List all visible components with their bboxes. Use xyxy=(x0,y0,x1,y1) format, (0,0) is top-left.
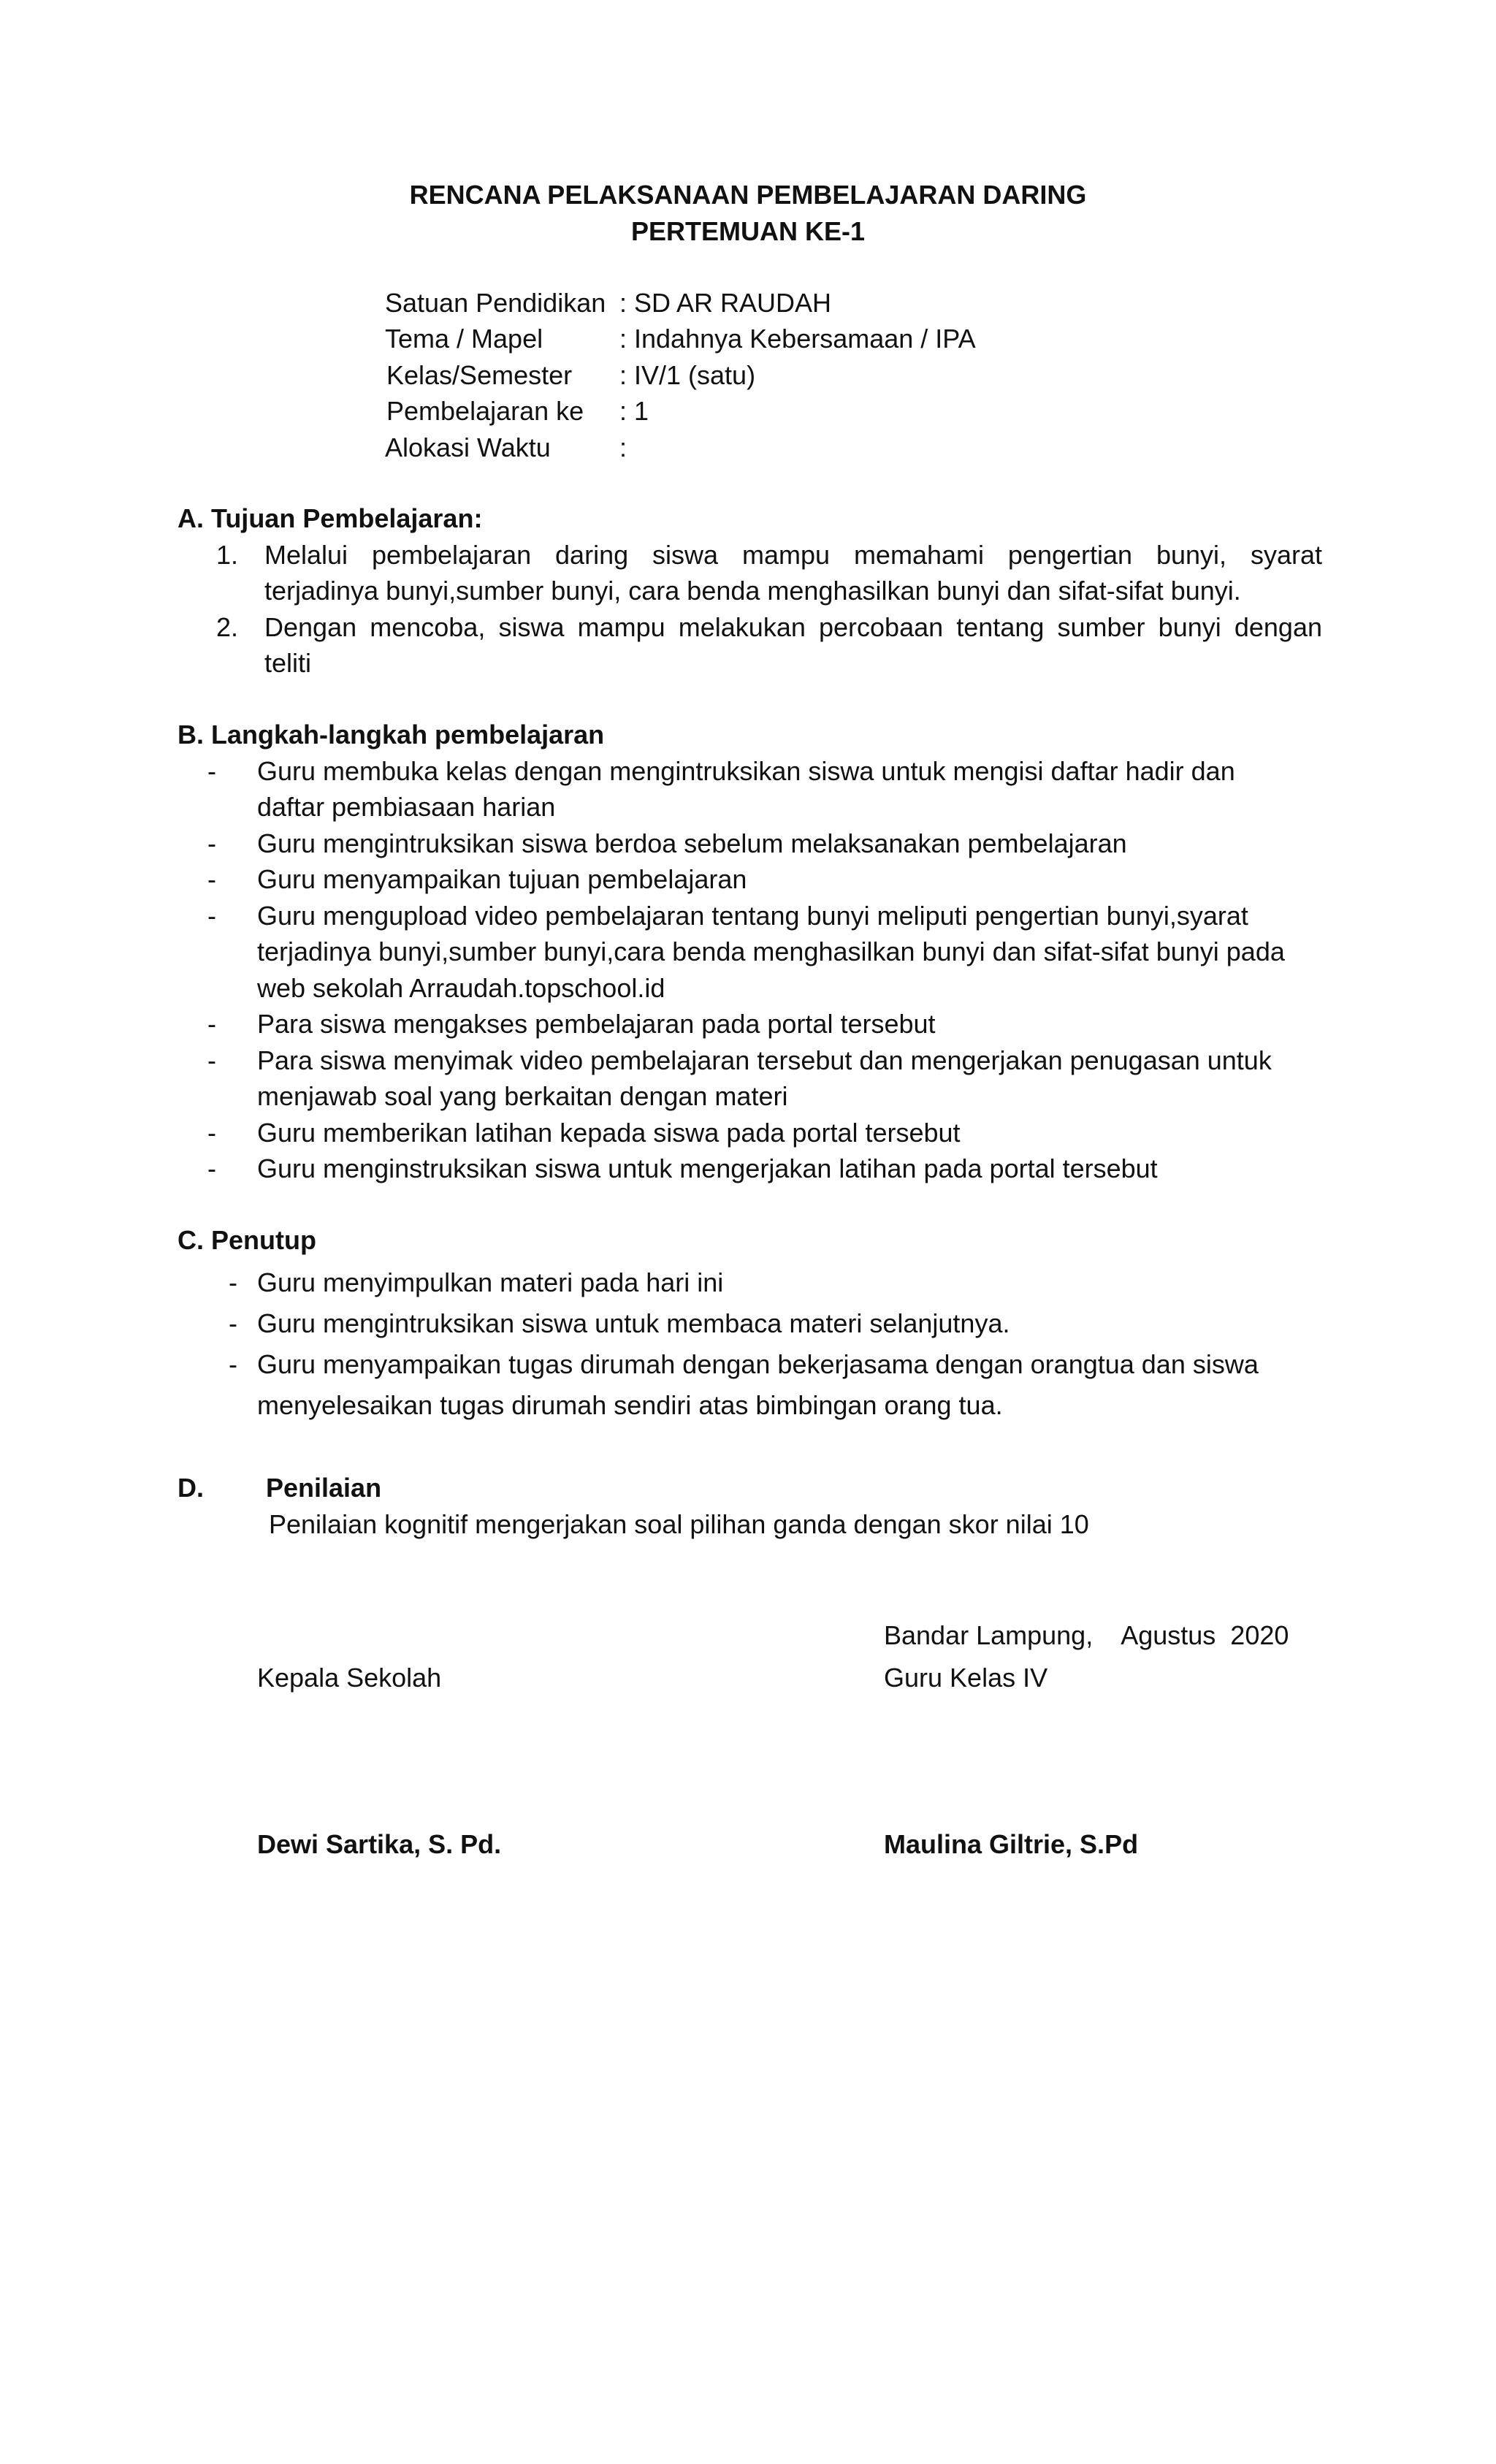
bullet-dash: - xyxy=(207,901,216,931)
bullet-dash: - xyxy=(207,864,216,894)
bullet-dash: - xyxy=(207,828,216,858)
list-number: 1. xyxy=(216,540,239,570)
list-item-line: Guru mengintruksikan siswa untuk membaca materi selanjutnya. xyxy=(257,1308,1010,1338)
bullet-dash: - xyxy=(207,1009,216,1039)
list-item-line: Guru menyampaikan tujuan pembelajaran xyxy=(257,864,747,894)
identity-label: Kelas/Semester xyxy=(386,360,573,390)
identity-label: Pembelajaran ke xyxy=(386,396,584,426)
bullet-dash: - xyxy=(207,1118,216,1148)
identity-label: Tema / Mapel xyxy=(385,324,543,354)
bullet-dash: - xyxy=(207,756,216,786)
list-item-line: Guru memberikan latihan kepada siswa pada portal tersebut xyxy=(257,1118,961,1148)
list-item-line: terjadinya bunyi,sumber bunyi, cara benda menghasilkan bunyi dan sifat-sifat bunyi. xyxy=(264,576,1241,606)
identity-value: : SD AR RAUDAH xyxy=(619,288,832,318)
bullet-dash: - xyxy=(229,1349,237,1379)
document-subtitle: PERTEMUAN KE-1 xyxy=(630,216,866,246)
left-signatory-role: Kepala Sekolah xyxy=(257,1663,442,1693)
list-item-line: Guru menyimpulkan materi pada hari ini xyxy=(257,1267,724,1297)
list-item-line: Guru membuka kelas dengan mengintruksikan siswa untuk mengisi daftar hadir dan xyxy=(257,756,1235,786)
identity-label: Alokasi Waktu xyxy=(385,432,551,462)
section-c-heading: C. Penutup xyxy=(178,1225,316,1255)
document-title: RENCANA PELAKSANAAN PEMBELAJARAN DARING xyxy=(409,180,1087,210)
list-item-line: web sekolah Arraudah.topschool.id xyxy=(257,973,665,1003)
identity-value: : 1 xyxy=(619,396,649,426)
list-number: 2. xyxy=(216,612,239,642)
bullet-dash: - xyxy=(207,1045,216,1075)
section-d-heading: Penilaian xyxy=(266,1473,382,1503)
list-item-line: menyelesaikan tugas dirumah sendiri atas bimbingan orang tua. xyxy=(257,1390,1003,1420)
bullet-dash: - xyxy=(229,1308,237,1338)
list-item-line: teliti xyxy=(264,648,312,678)
bullet-dash: - xyxy=(207,1153,216,1183)
list-item-line: daftar pembiasaan harian xyxy=(257,792,556,822)
identity-value: : IV/1 (satu) xyxy=(619,360,756,390)
identity-label: Satuan Pendidikan xyxy=(385,288,606,318)
list-item-line: Melalui pembelajaran daring siswa mampu memahami pengertian bunyi, syarat xyxy=(264,540,1322,570)
list-item-line: Guru mengupload video pembelajaran tentang bunyi meliputi pengertian bunyi,syarat xyxy=(257,901,1248,931)
section-d-text: Penilaian kognitif mengerjakan soal pilihan ganda dengan skor nilai 10 xyxy=(269,1509,1089,1539)
right-signatory-name: Maulina Giltrie, S.Pd xyxy=(884,1829,1139,1859)
list-item-line: Guru menginstruksikan siswa untuk mengerjakan latihan pada portal tersebut xyxy=(257,1153,1158,1183)
list-item-line: Para siswa menyimak video pembelajaran tersebut dan mengerjakan penugasan untuk xyxy=(257,1045,1272,1075)
identity-value: : Indahnya Kebersamaan / IPA xyxy=(619,324,976,354)
list-item-line: terjadinya bunyi,sumber bunyi,cara benda menghasilkan bunyi dan sifat-sifat bunyi pada xyxy=(257,937,1285,966)
left-signatory-name: Dewi Sartika, S. Pd. xyxy=(257,1829,502,1859)
section-d-letter: D. xyxy=(178,1473,204,1503)
section-b-heading: B. Langkah-langkah pembelajaran xyxy=(178,720,605,750)
list-item-line: Guru menyampaikan tugas dirumah dengan bekerjasama dengan orangtua dan siswa xyxy=(257,1349,1259,1379)
section-a-heading: A. Tujuan Pembelajaran: xyxy=(178,503,483,533)
list-item-line: Dengan mencoba, siswa mampu melakukan percobaan tentang sumber bunyi dengan xyxy=(264,612,1322,642)
list-item-line: Guru mengintruksikan siswa berdoa sebelum melaksanakan pembelajaran xyxy=(257,828,1127,858)
right-signatory-role: Guru Kelas IV xyxy=(884,1663,1048,1693)
place-date: Bandar Lampung, Agustus 2020 xyxy=(884,1620,1289,1650)
identity-value: : xyxy=(619,432,627,462)
list-item-line: menjawab soal yang berkaitan dengan materi xyxy=(257,1081,788,1111)
bullet-dash: - xyxy=(229,1267,237,1297)
list-item-line: Para siswa mengakses pembelajaran pada portal tersebut xyxy=(257,1009,936,1039)
